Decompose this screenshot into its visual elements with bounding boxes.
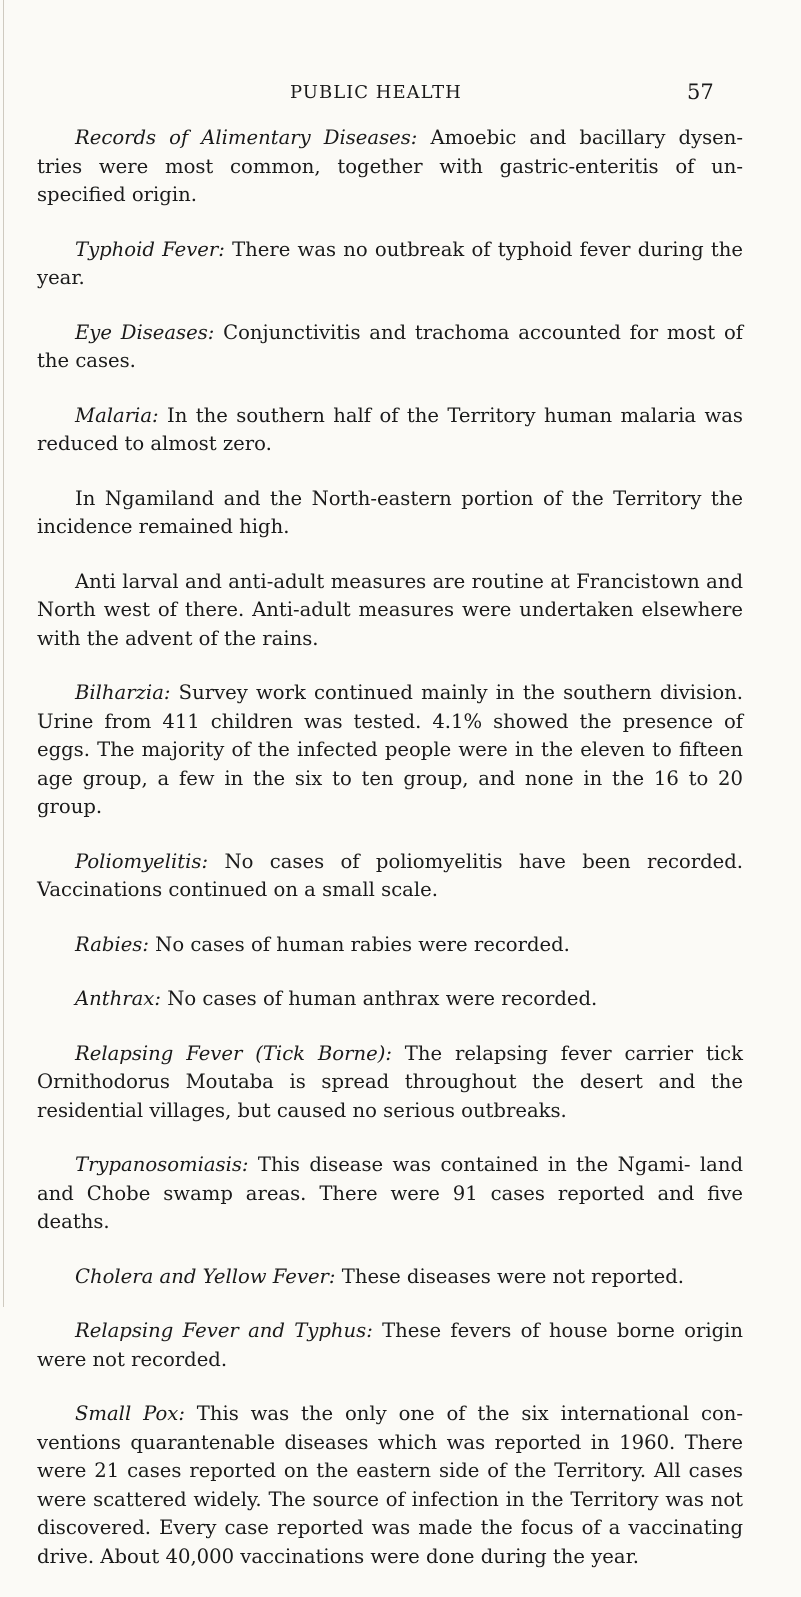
page-number: 57 — [687, 80, 714, 104]
paragraph-text: Anti larval and anti-adult measures are routine at Francistown and North west of there. Anti-adult measures were undertaken elsewhere with the advent of the rains. — [37, 569, 743, 650]
paragraph-heading: Relapsing Fever and Typhus: — [75, 1319, 373, 1342]
paragraph-text: This was the only one of the six international con- ventions quarantenable diseases which was reported in 1960. There were 21 cases reported on the eastern side of the Territory. All cases were scattered widely. The source of infection in the Territory was not discovered. Every case reported was made the focus of a vaccinating drive. About 40,000 vaccinations were done during the year. — [37, 1402, 743, 1568]
paragraph-heading: Records of Alimentary Diseases: — [75, 126, 418, 149]
paragraph-alimentary-diseases — [37, 124, 743, 210]
paragraph-text: Conjunctivitis and trachoma accounted for most of the cases. — [37, 320, 743, 372]
paragraph-heading: Anthrax: — [75, 987, 161, 1010]
paragraph-heading: Typhoid Fever: — [75, 237, 225, 261]
paragraph-text: There was no outbreak of typhoid fever during the year. — [37, 237, 743, 289]
paragraph-heading: Poliomyelitis: — [75, 849, 209, 873]
paragraph-relapsing-fever-typhus — [37, 1317, 743, 1374]
paragraph-text: These diseases were not reported. — [335, 1264, 684, 1288]
page-edge — [3, 0, 4, 1307]
paragraph-eye-diseases — [37, 319, 743, 376]
paragraph-text: This disease was contained in the Ngami- land and Chobe swamp areas. There were 91 cases reported and five deaths. — [37, 1153, 743, 1233]
paragraph-text: No cases of poliomyelitis have been recorded. Vaccinations continued on a small scale. — [37, 849, 743, 901]
paragraph-heading: Bilharzia: — [75, 681, 171, 704]
paragraph-malaria — [37, 402, 743, 459]
paragraph-text: Amoebic and bacillary dysen- tries were most common, together with gastric-enteritis of un- specified origin. — [37, 126, 744, 206]
paragraph-poliomyelitis — [37, 848, 743, 905]
paragraph-ngamiland — [37, 485, 743, 542]
paragraph-anti-larval — [37, 568, 743, 654]
paragraph-heading: Rabies: — [75, 932, 149, 956]
paragraph-text: In Ngamiland and the North-eastern portion of the Territory the incidence remained high. — [37, 486, 743, 538]
paragraph-heading: Eye Diseases: — [75, 320, 215, 344]
body-text — [37, 124, 743, 1597]
page-header — [0, 76, 801, 106]
paragraph-cholera-yellow-fever — [37, 1263, 743, 1292]
paragraph-bilharzia — [37, 679, 743, 822]
paragraph-rabies — [37, 931, 743, 960]
paragraph-anthrax — [37, 985, 743, 1014]
paragraph-text: In the southern half of the Territory human malaria was reduced to almost zero. — [37, 403, 743, 455]
paragraph-text: No cases of human anthrax were recorded. — [160, 987, 598, 1010]
paragraph-heading: Small Pox: — [75, 1402, 185, 1425]
paragraph-heading: Trypanosomiasis: — [75, 1153, 249, 1176]
paragraph-text: Survey work continued mainly in the southern division. Urine from 411 children was tested. 4.1% showed the presence of eggs. The majority of the infected people were in the eleven to fifteen age group, a few in the six to ten group, and none in the 16 to 20 group. — [37, 681, 743, 818]
paragraph-text: These fevers of house borne origin were not recorded. — [37, 1319, 744, 1371]
paragraph-heading: Malaria: — [75, 403, 159, 427]
running-head: PUBLIC HEALTH — [290, 82, 462, 103]
paragraph-small-pox — [37, 1400, 743, 1571]
paragraph-heading: Relapsing Fever (Tick Borne): — [75, 1041, 392, 1065]
paragraph-trypanosomiasis — [37, 1151, 743, 1237]
paragraph-relapsing-fever-tick — [37, 1040, 743, 1126]
paragraph-text: The relapsing fever carrier tick Ornithodorus Moutaba is spread throughout the desert and the residential villages, but caused no serious outbreaks. — [37, 1041, 743, 1122]
paragraph-heading: Cholera and Yellow Fever: — [75, 1264, 336, 1288]
paragraph-text: No cases of human rabies were recorded. — [148, 932, 570, 956]
paragraph-typhoid-fever — [37, 236, 743, 293]
